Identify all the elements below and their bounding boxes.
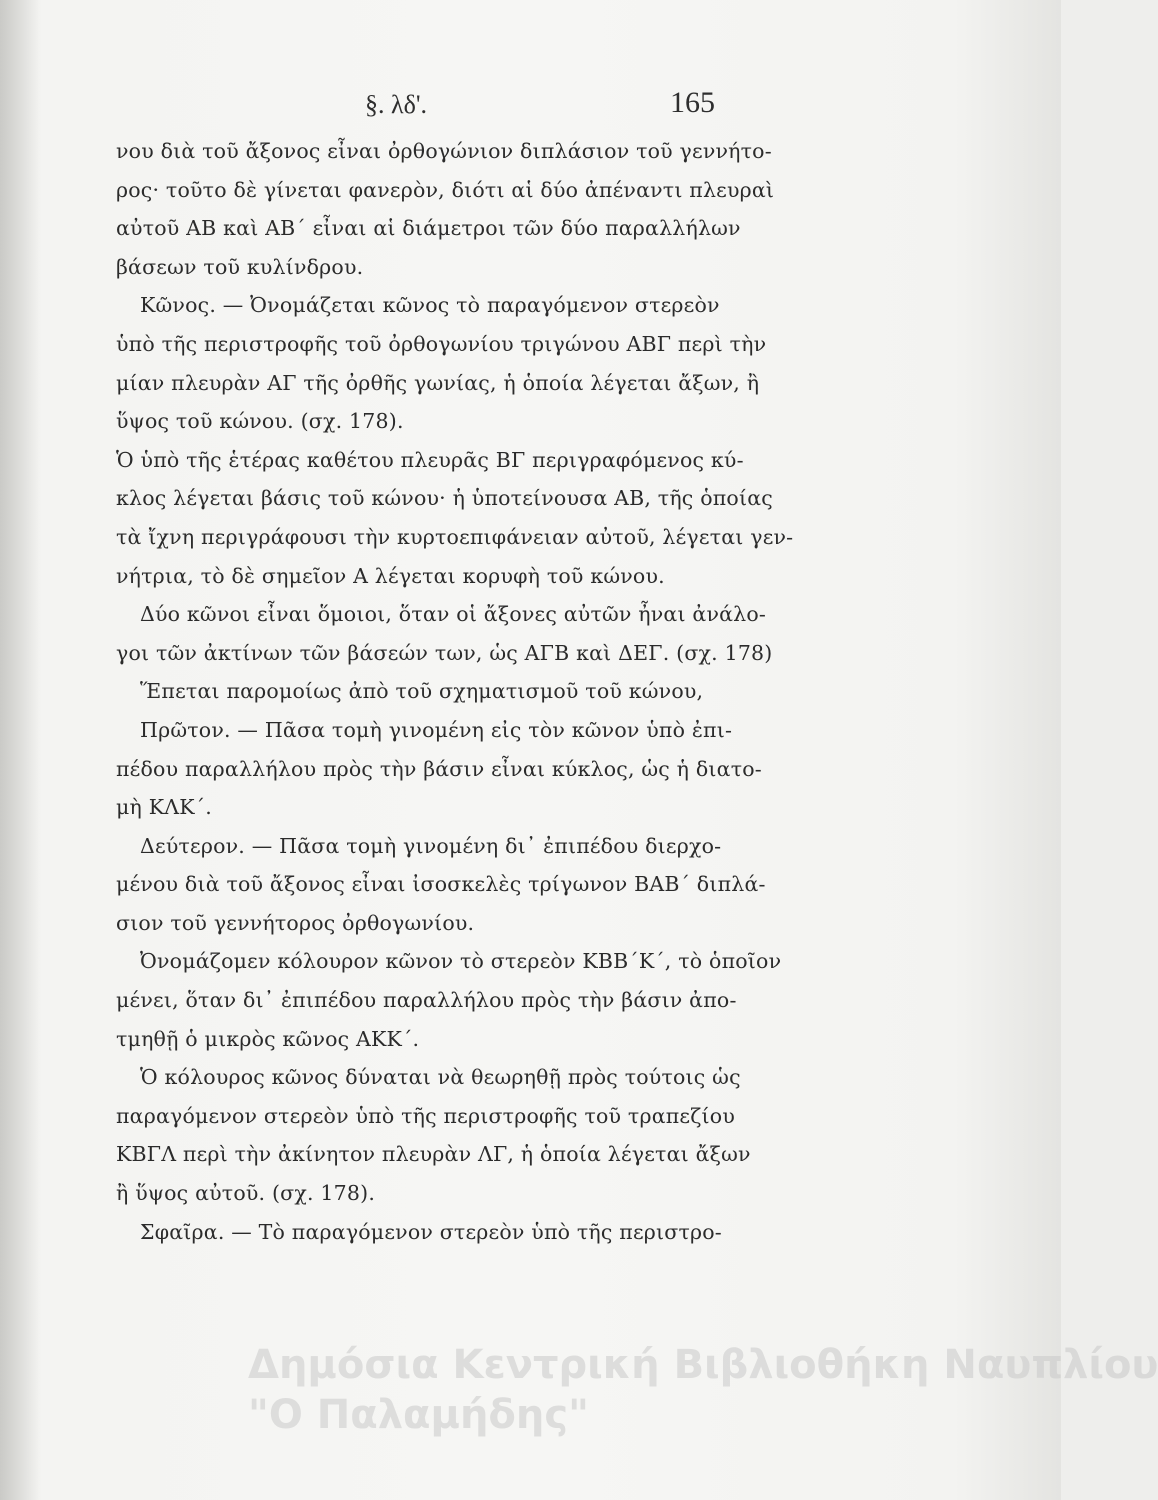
text-line: νήτρια, τὸ δὲ σημεῖον Α λέγεται κορυφὴ τοῦ κώνου. [116, 563, 665, 588]
text-line: ἢ ὕψος αὐτοῦ. (σχ. 178). [116, 1181, 376, 1206]
text-line: Δύο κῶνοι εἶναι ὅμοιοι, ὅταν οἱ ἄξονες αὐτῶν ἦναι ἀνάλο- [140, 602, 767, 627]
text-line: ΚΒΓΛ περὶ τὴν ἀκίνητον πλευρὰν ΛΓ, ἡ ὁποία λέγεται ἄξων [116, 1142, 751, 1167]
page-fold-shadow [0, 0, 40, 1500]
text-line: Ἕπεται παρομοίως ἀπὸ τοῦ σχηματισμοῦ τοῦ κώνου, [140, 679, 704, 704]
watermark-line: "Ο Παλαμήδης" [248, 1392, 589, 1438]
text-line: τμηθῇ ὁ μικρὸς κῶνος ΑΚΚ΄. [116, 1026, 420, 1051]
text-line: Δεύτερον. — Πᾶσα τομὴ γινομένη δι᾿ ἐπιπέδου διερχο- [140, 833, 722, 858]
section-mark: §. λδ'. [365, 90, 428, 119]
text-line: κλος λέγεται βάσις τοῦ κώνου· ἡ ὑποτείνουσα ΑΒ, τῆς ὁποίας [116, 486, 773, 511]
text-line: νου διὰ τοῦ ἄξονος εἶναι ὀρθογώνιον διπλάσιον τοῦ γεννήτο- [116, 139, 772, 163]
text-line: γοι τῶν ἀκτίνων τῶν βάσεών των, ὡς ΑΓΒ καὶ ΔΕΓ. (σχ. 178) [116, 640, 773, 665]
text-line: Ὁ ὑπὸ τῆς ἑτέρας καθέτου πλευρᾶς ΒΓ περιγραφόμενος κύ- [116, 447, 744, 472]
text-line: σιον τοῦ γεννήτορος ὀρθογωνίου. [116, 910, 475, 935]
text-line: τὰ ἴχνη περιγράφουσι τὴν κυρτοεπιφάνειαν αὐτοῦ, λέγεται γεν- [116, 524, 794, 549]
page-header [110, 86, 715, 126]
text-line: βάσεων τοῦ κυλίνδρου. [116, 254, 364, 279]
text-line: αὐτοῦ ΑΒ καὶ ΑΒ΄ εἶναι αἱ διάμετροι τῶν δύο παραλλήλων [116, 216, 741, 241]
text-line: μὴ ΚΛΚ΄. [116, 795, 212, 820]
text-line: ρος· τοῦτο δὲ γίνεται φανερὸν, διότι αἱ δύο ἀπέναντι πλευραὶ [116, 177, 775, 202]
text-line: παραγόμενον στερεὸν ὑπὸ τῆς περιστροφῆς τοῦ τραπεζίου [116, 1103, 735, 1128]
text-line: Κῶνος. — Ὀνομάζεται κῶνος τὸ παραγόμενον στερεὸν [140, 293, 720, 318]
text-line: ὕψος τοῦ κώνου. (σχ. 178). [116, 409, 404, 434]
page-number: 165 [670, 86, 715, 119]
library-watermark [248, 1340, 1158, 1440]
watermark-line: Δημόσια Κεντρική Βιβλιοθήκη Ναυπλίου [248, 1342, 1158, 1388]
body-text [116, 132, 794, 1251]
text-line: μένει, ὅταν δι᾿ ἐπιπέδου παραλλήλου πρὸς τὴν βάσιν ἀπο- [116, 988, 737, 1013]
text-line: Σφαῖρα. — Τὸ παραγόμενον στερεὸν ὑπὸ τῆς περιστρο- [140, 1219, 722, 1244]
text-line: μένου διὰ τοῦ ἄξονος εἶναι ἰσοσκελὲς τρίγωνον ΒΑΒ΄ διπλά- [116, 872, 766, 897]
text-line: Ὀνομάζομεν κόλουρον κῶνον τὸ στερεὸν ΚΒΒ΄Κ΄, τὸ ὁποῖον [140, 949, 782, 974]
text-line: μίαν πλευρὰν ΑΓ τῆς ὀρθῆς γωνίας, ἡ ὁποία λέγεται ἄξων, ἢ [116, 370, 760, 395]
text-line: Ὁ κόλουρος κῶνος δύναται νὰ θεωρηθῇ πρὸς τούτοις ὡς [140, 1065, 741, 1090]
text-line: πέδου παραλλήλου πρὸς τὴν βάσιν εἶναι κύκλος, ὡς ἡ διατο- [116, 756, 762, 781]
text-line: Πρῶτον. — Πᾶσα τομὴ γινομένη εἰς τὸν κῶνον ὑπὸ ἐπι- [140, 717, 733, 742]
text-line: ὑπὸ τῆς περιστροφῆς τοῦ ὀρθογωνίου τριγώνου ΑΒΓ περὶ τὴν [116, 331, 767, 356]
